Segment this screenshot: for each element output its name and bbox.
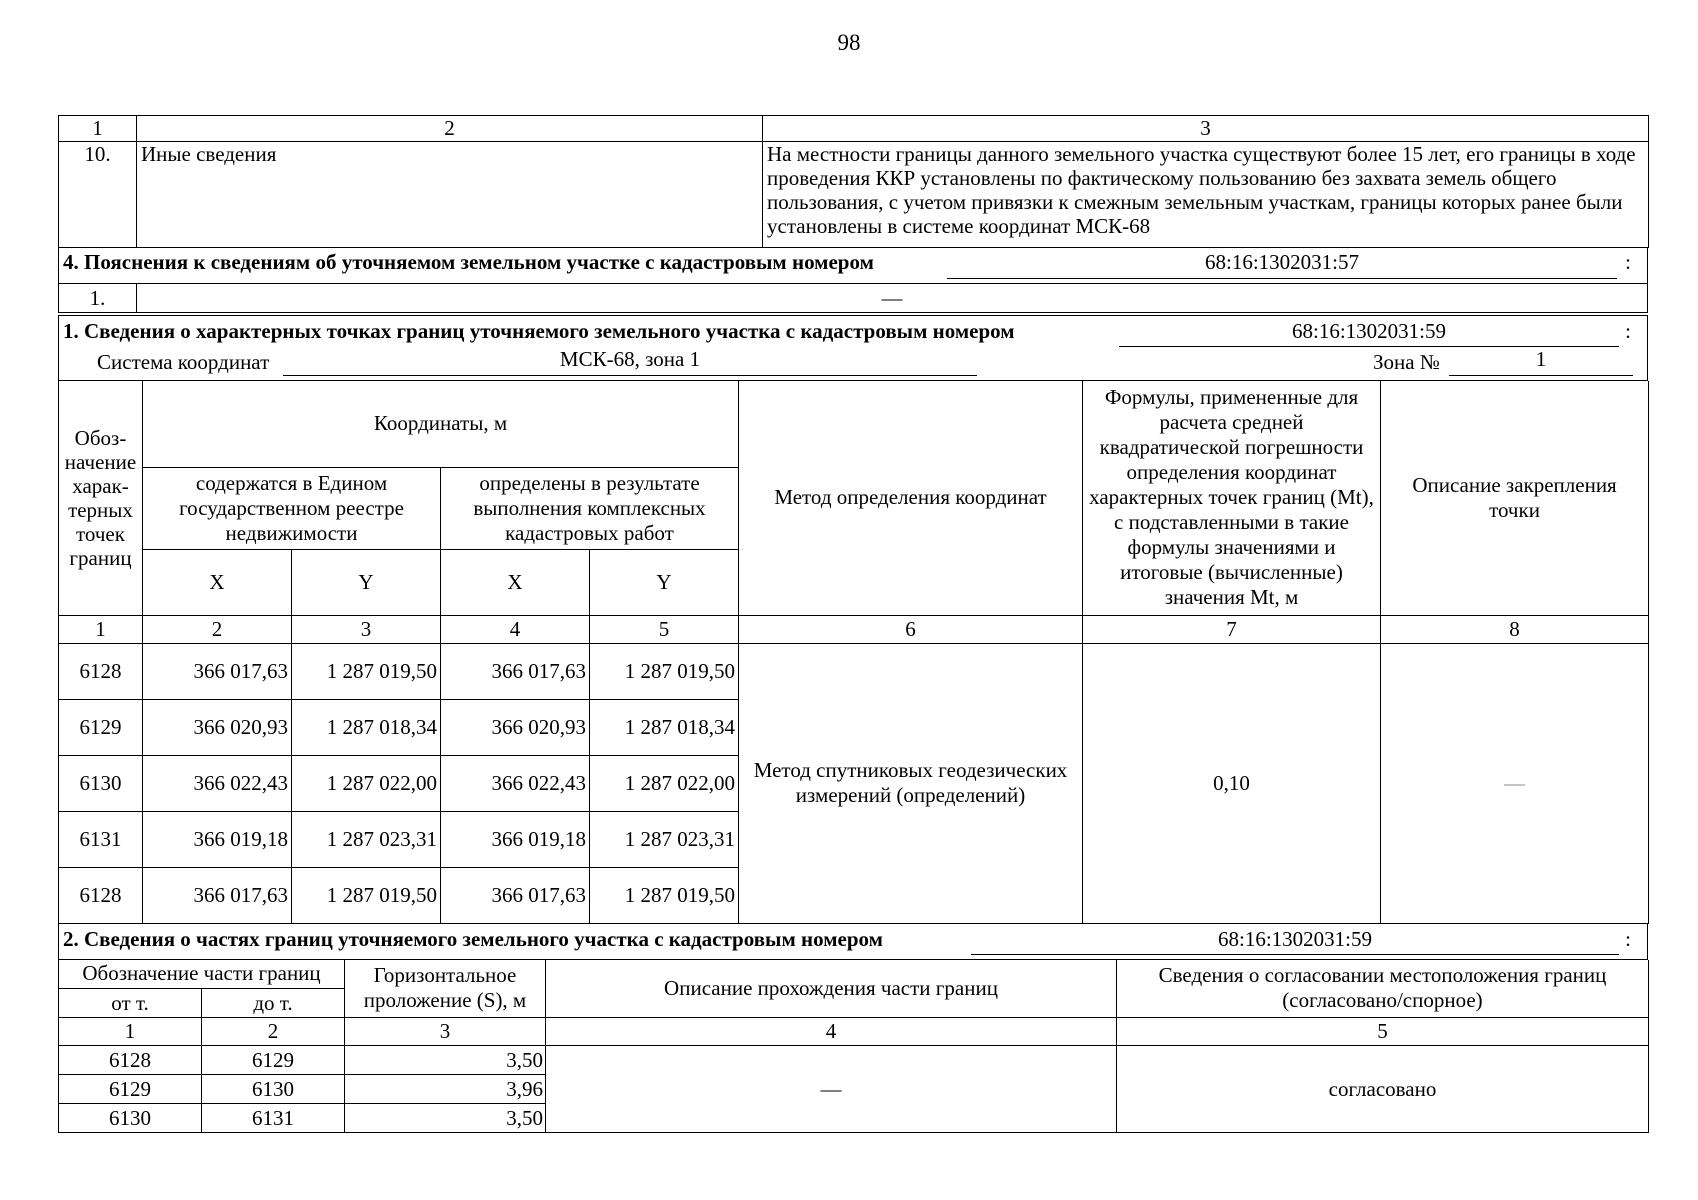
col-number-1: 1: [59, 1018, 202, 1046]
x-determined: 366 017,63: [441, 867, 590, 923]
header-to: до т.: [202, 989, 345, 1018]
points-table: [58, 381, 1649, 924]
header-designation: Обоз-начение харак-терных точек границ: [59, 381, 143, 615]
row-text: На местности границы данного земельного участка существуют более 15 лет, его границы в ходе проведения ККР установлены по фактическому пользованию без захвата земель общего пользования, с учетом привязки к смежным земельным участкам, границы которых ранее были установлены в системе координат МСК-68: [763, 142, 1649, 248]
header-agreement: Сведения о согласовании местоположения границ (согласовано/спорное): [1117, 960, 1649, 1018]
page-number: 98: [837, 30, 861, 55]
mt-value: 0,10: [1083, 643, 1381, 923]
x-registry: 366 017,63: [143, 643, 292, 699]
y-registry: 1 287 022,00: [292, 755, 441, 811]
row-number: 10.: [59, 142, 137, 248]
x-registry: 366 017,63: [143, 867, 292, 923]
col-number-8: 8: [1381, 615, 1649, 643]
method-value: Метод спутниковых геодезических измерений (определений): [739, 643, 1083, 923]
point-id: 6128: [59, 867, 143, 923]
col-number-4: 4: [546, 1018, 1117, 1046]
section2-title: 2. Сведения о частях границ уточняемого земельного участка с кадастровым номером: [63, 926, 883, 951]
section4-title: 4. Пояснения к сведениям об уточняемом земельном участке с кадастровым номером: [63, 250, 874, 274]
col-number-2: 2: [202, 1018, 345, 1046]
section4-header: [58, 248, 1648, 284]
coord-system-value: МСК-68, зона 1: [283, 347, 977, 376]
horizontal-distance: 3,96: [345, 1075, 546, 1104]
header-from: от т.: [59, 989, 202, 1018]
y-determined: 1 287 018,34: [590, 699, 739, 755]
parts-table: [58, 960, 1649, 1134]
section2-header: [58, 924, 1648, 960]
col-number-3: 3: [345, 1018, 546, 1046]
table-row: [59, 643, 1649, 699]
header-formulas: Формулы, примененные для расчета средней квадратической погрешности определения координат характерных точек границ (Mt), с подставленными в такие формулы значениями и итоговые (вычисленные) значения Mt, м: [1083, 381, 1381, 615]
header-part-designation: Обозначение части границ: [59, 960, 345, 989]
col-header-2: 2: [137, 116, 763, 142]
section1-header: [58, 316, 1648, 381]
horizontal-distance: 3,50: [345, 1104, 546, 1133]
y-determined: 1 287 019,50: [590, 867, 739, 923]
to-point: 6130: [202, 1075, 345, 1104]
header-fixing: Описание закрепления точки: [1381, 381, 1649, 615]
header-y-registry: Y: [292, 549, 441, 615]
col-number-4: 4: [441, 615, 590, 643]
zone-value: 1: [1449, 347, 1633, 376]
point-id: 6131: [59, 811, 143, 867]
coord-system-label: Система координат: [97, 350, 270, 374]
x-registry: 366 020,93: [143, 699, 292, 755]
horizontal-distance: 3,50: [345, 1046, 546, 1075]
x-determined: 366 022,43: [441, 755, 590, 811]
col-number-5: 5: [590, 615, 739, 643]
from-point: 6130: [59, 1104, 202, 1133]
agreement-value: согласовано: [1117, 1046, 1649, 1133]
x-determined: 366 017,63: [441, 643, 590, 699]
header-y-determined: Y: [590, 549, 739, 615]
to-point: 6129: [202, 1046, 345, 1075]
top-info-table: [58, 115, 1649, 248]
point-id: 6129: [59, 699, 143, 755]
to-point: 6131: [202, 1104, 345, 1133]
document-sheet: [58, 115, 1648, 1133]
header-coordinates: Координаты, м: [143, 381, 739, 467]
section2-colon: :: [1625, 926, 1631, 951]
header-description: Описание прохождения части границ: [546, 960, 1117, 1018]
y-registry: 1 287 019,50: [292, 867, 441, 923]
col-number-3: 3: [292, 615, 441, 643]
col-header-3: 3: [763, 116, 1649, 142]
y-registry: 1 287 023,31: [292, 811, 441, 867]
col-number-5: 5: [1117, 1018, 1649, 1046]
section4-row-value: —: [137, 284, 1648, 314]
section4-cadastral: 68:16:1302031:57: [947, 250, 1617, 279]
section1-colon: :: [1625, 319, 1631, 343]
y-registry: 1 287 018,34: [292, 699, 441, 755]
row-label: Иные сведения: [137, 142, 763, 248]
y-registry: 1 287 019,50: [292, 643, 441, 699]
col-number-1: 1: [59, 615, 143, 643]
x-determined: 366 019,18: [441, 811, 590, 867]
x-registry: 366 022,43: [143, 755, 292, 811]
section1-cadastral: 68:16:1302031:59: [1119, 319, 1619, 347]
section2-cadastral: 68:16:1302031:59: [971, 927, 1619, 955]
col-number-2: 2: [143, 615, 292, 643]
section4-row-number: 1.: [59, 284, 137, 314]
header-determined: определены в результате выполнения комплексных кадастровых работ: [441, 467, 739, 549]
point-id: 6130: [59, 755, 143, 811]
x-determined: 366 020,93: [441, 699, 590, 755]
header-method: Метод определения координат: [739, 381, 1083, 615]
header-x-determined: X: [441, 549, 590, 615]
header-horizontal: Горизонтальное проложение (S), м: [345, 960, 546, 1018]
from-point: 6129: [59, 1075, 202, 1104]
zone-label: Зона №: [1373, 350, 1440, 374]
section4-colon: :: [1625, 250, 1631, 274]
table-row: [59, 1046, 1649, 1075]
from-point: 6128: [59, 1046, 202, 1075]
point-id: 6128: [59, 643, 143, 699]
description-value: —: [546, 1046, 1117, 1133]
y-determined: 1 287 022,00: [590, 755, 739, 811]
y-determined: 1 287 019,50: [590, 643, 739, 699]
col-header-1: 1: [59, 116, 137, 142]
col-number-7: 7: [1083, 615, 1381, 643]
header-in-registry: содержатся в Едином государственном реестре недвижимости: [143, 467, 441, 549]
section1-title: 1. Сведения о характерных точках границ уточняемого земельного участка с кадастровым номером: [63, 319, 1015, 343]
x-registry: 366 019,18: [143, 811, 292, 867]
header-x-registry: X: [143, 549, 292, 615]
section4-table: [58, 284, 1648, 316]
y-determined: 1 287 023,31: [590, 811, 739, 867]
fixing-value: —: [1381, 643, 1649, 923]
col-number-6: 6: [739, 615, 1083, 643]
